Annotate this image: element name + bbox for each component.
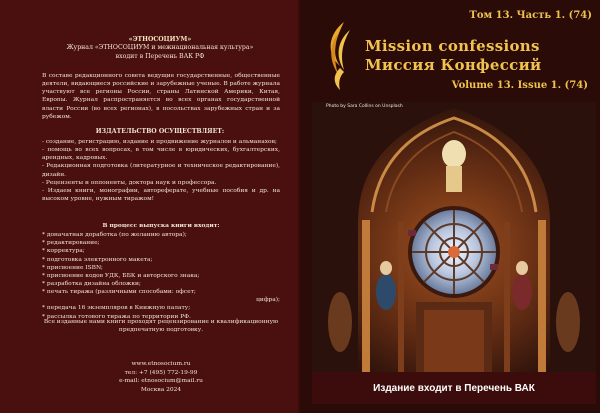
process-item: * доначатная доработка (по желанию автора); (42, 232, 187, 239)
process-item: * рассылка готового тиража по территории РФ. (42, 313, 191, 320)
volume-en: Volume 13. Issue 1. (74) (451, 80, 588, 91)
journal-title-en: Mission confessions (365, 37, 540, 55)
vak-banner: Издание входит в Перечень ВАК (312, 372, 596, 404)
photo-credit: Photo by Sara Collins on Unsplash (326, 104, 403, 109)
publisher-list (42, 138, 280, 203)
brand-name: «ЭТНОСОЦИУМ» (128, 36, 192, 43)
header-line-2: входит в Перечень ВАК РФ (115, 52, 205, 60)
city-year: Москва 2024 (140, 386, 182, 393)
process-list (42, 222, 280, 321)
publisher-item: - Рецензенты и оппоненты, доктора наук и профессора. (42, 179, 217, 186)
process-title: В процесс выпуска книги входит: (102, 222, 220, 229)
process-item: * печать тиража (различными способами: офсет; (42, 289, 196, 296)
cathedral-rose-window-photo (312, 102, 596, 372)
process-item: * передача 16 экземпляров в Книжную палату; (42, 305, 191, 312)
process-item: * присвоение кодов УДК, ББК и авторского знака; (42, 272, 200, 279)
publisher-item: - Редакционная подготовка (литературное и техническое редактирование), дизайн. (42, 163, 280, 178)
final-note: Все изданные нами книги проходят рецензирование и квалификационную предпечатную подготовку. (43, 319, 279, 334)
process-item: * разработка дизайна обложки; (42, 280, 141, 287)
header-line-1: Журнал «ЭТНОСОЦИУМ и межнациональная культура» (66, 44, 254, 52)
publisher-item: - помощь во всех вопросах, в том числе в юридических, бухгалтерских, арендных, кадровых. (42, 147, 280, 162)
process-item-continuation: цифра); (256, 297, 280, 304)
back-header (40, 36, 280, 61)
intro-paragraph: В составе редакционного совета ведущие государственные, общественные деятели, видающиеся российские и зарубежные ученые. В работе журнала участвуют все регионы России, страны Латинской Америки, Китая, Европы. Журнал распространяется во всех органах государственной власти России (во всех регионах), в посольствах зарубежных стран и за рубежом. (42, 73, 280, 120)
contacts (42, 360, 280, 394)
email-link[interactable]: e-mail: etnosocium@mail.ru (119, 378, 203, 385)
volume-ru: Том 13. Часть 1. (74) (469, 10, 592, 21)
publisher-title: ИЗДАТЕЛЬСТВО ОСУЩЕСТВЛЯЕТ: (95, 128, 225, 135)
phone: тел: +7 (495) 772-19-99 (124, 369, 198, 376)
website-link[interactable]: www.etnosocium.ru (131, 361, 191, 367)
publisher-item: - Издаем книги, монографии, автореферате, учебные пособия и др. на высоком уровне, нужным тиражом! (42, 187, 280, 202)
journal-title-ru: Миссия Конфессий (365, 56, 542, 74)
process-item: * корректура; (42, 248, 85, 255)
process-item: * подготовка электронного макета; (42, 256, 153, 263)
process-item: * присвоение ISBN; (42, 264, 103, 271)
flame-logo-icon (322, 20, 358, 92)
publisher-item: - создание, регистрацию, издание и продвижение журналов и альманахов; (42, 139, 277, 145)
process-item: * редактирование; (42, 240, 100, 247)
